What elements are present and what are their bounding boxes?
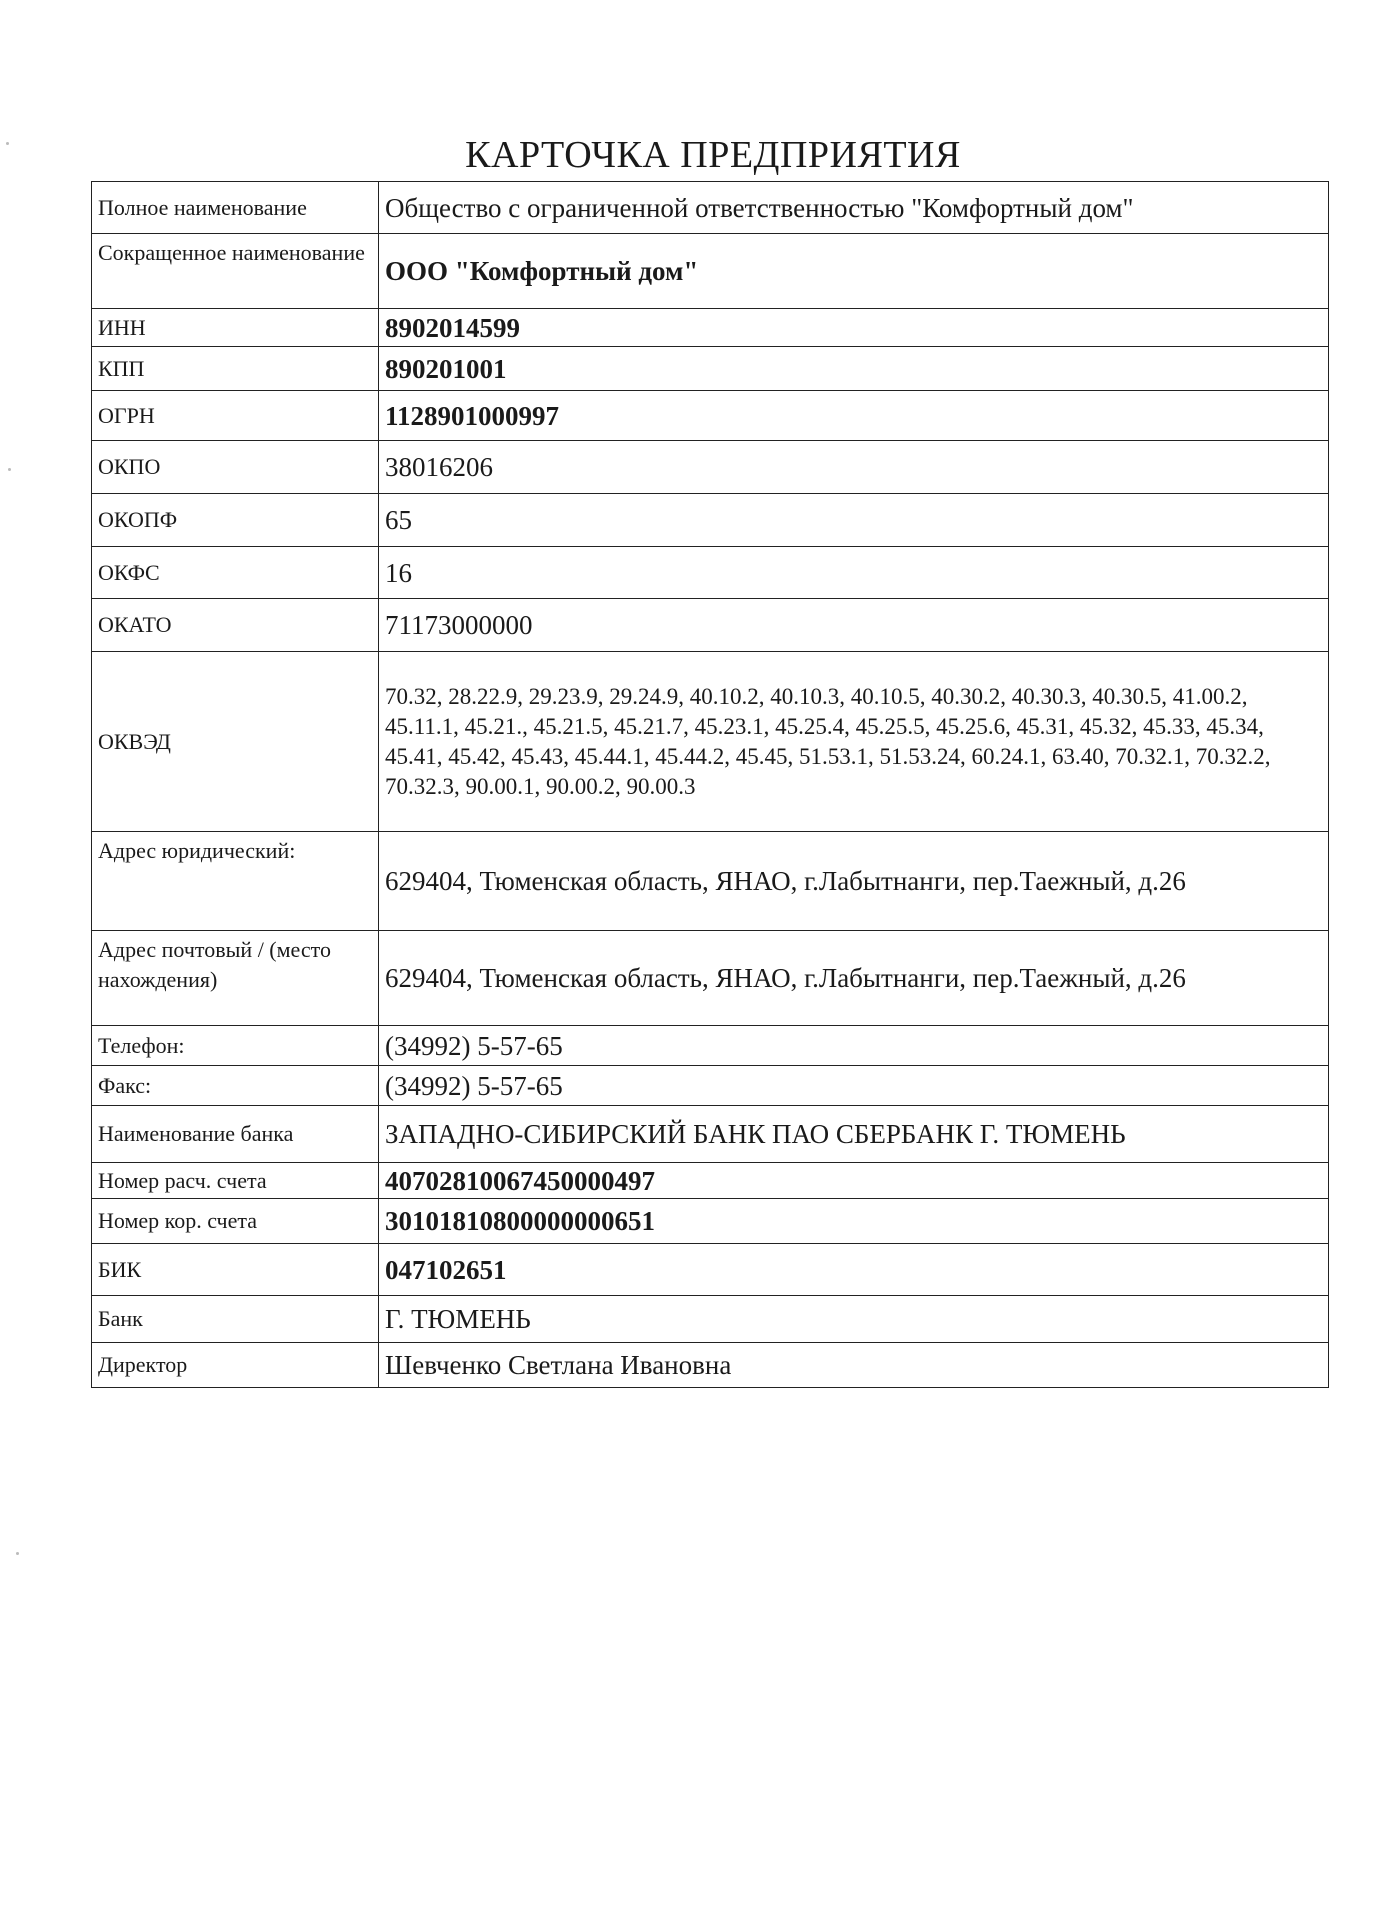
row-label: ОКАТО bbox=[92, 599, 379, 652]
row-label: ОГРН bbox=[92, 391, 379, 441]
table-row bbox=[92, 1106, 1329, 1163]
row-label: ОКВЭД bbox=[92, 652, 379, 832]
row-label: Полное наименование bbox=[92, 182, 379, 234]
row-value: ЗАПАДНО-СИБИРСКИЙ БАНК ПАО СБЕРБАНК Г. ТЮМЕНЬ bbox=[379, 1106, 1329, 1163]
table-row bbox=[92, 1244, 1329, 1296]
row-value: 1128901000997 bbox=[379, 391, 1329, 441]
row-value: 65 bbox=[379, 494, 1329, 547]
row-value: 047102651 bbox=[379, 1244, 1329, 1296]
row-value: 8902014599 bbox=[379, 309, 1329, 347]
table-row bbox=[92, 391, 1329, 441]
row-label: Директор bbox=[92, 1343, 379, 1388]
table-row bbox=[92, 652, 1329, 832]
row-value: 890201001 bbox=[379, 347, 1329, 391]
row-value: 30101810800000000651 bbox=[379, 1199, 1329, 1244]
row-label: Адрес юридический: bbox=[92, 832, 379, 931]
row-label: Телефон: bbox=[92, 1026, 379, 1066]
row-label: Наименование банка bbox=[92, 1106, 379, 1163]
row-label: ОКОПФ bbox=[92, 494, 379, 547]
table-row bbox=[92, 182, 1329, 234]
table-row bbox=[92, 1163, 1329, 1199]
table-row bbox=[92, 494, 1329, 547]
row-value: 629404, Тюменская область, ЯНАО, г.Лабытнанги, пер.Таежный, д.26 bbox=[379, 832, 1329, 931]
row-value: (34992) 5-57-65 bbox=[379, 1026, 1329, 1066]
scan-speck bbox=[16, 1552, 19, 1555]
row-label: БИК bbox=[92, 1244, 379, 1296]
row-value: ООО "Комфортный дом" bbox=[379, 234, 1329, 309]
row-label: Номер расч. счета bbox=[92, 1163, 379, 1199]
table-row bbox=[92, 309, 1329, 347]
table-row bbox=[92, 931, 1329, 1026]
row-value: (34992) 5-57-65 bbox=[379, 1066, 1329, 1106]
table-row bbox=[92, 1296, 1329, 1343]
row-label: ОКПО bbox=[92, 441, 379, 494]
table-row bbox=[92, 1026, 1329, 1066]
page-title: КАРТОЧКА ПРЕДПРИЯТИЯ bbox=[465, 134, 961, 176]
row-label: КПП bbox=[92, 347, 379, 391]
row-value: Г. ТЮМЕНЬ bbox=[379, 1296, 1329, 1343]
row-value: 16 bbox=[379, 547, 1329, 599]
table-row bbox=[92, 234, 1329, 309]
row-value: 71173000000 bbox=[379, 599, 1329, 652]
row-label: Факс: bbox=[92, 1066, 379, 1106]
company-card-table bbox=[91, 181, 1329, 1388]
scan-speck bbox=[8, 468, 11, 471]
row-label: ОКФС bbox=[92, 547, 379, 599]
row-label: Номер кор. счета bbox=[92, 1199, 379, 1244]
row-label: ИНН bbox=[92, 309, 379, 347]
row-label: Сокращенное наименование bbox=[92, 234, 379, 309]
row-label: Банк bbox=[92, 1296, 379, 1343]
row-value: Шевченко Светлана Ивановна bbox=[379, 1343, 1329, 1388]
row-value: 70.32, 28.22.9, 29.23.9, 29.24.9, 40.10.2, 40.10.3, 40.10.5, 40.30.2, 40.30.3, 40.30.5, 41.00.2, 45.11.1, 45.21., 45.21.5, 45.21.7, 45.23.1, 45.25.4, 45.25.5, 45.25.6, 45.31, 45.32, 45.33, 45.34, 45.41, 45.42, 45.43, 45.44.1, 45.44.2, 45.45, 51.53.1, 51.53.24, 60.24.1, 63.40, 70.32.1, 70.32.2, 70.32.3, 90.00.1, 90.00.2, 90.00.3 bbox=[379, 652, 1329, 832]
row-value: 629404, Тюменская область, ЯНАО, г.Лабытнанги, пер.Таежный, д.26 bbox=[379, 931, 1329, 1026]
row-value: 40702810067450000497 bbox=[379, 1163, 1329, 1199]
table-row bbox=[92, 1199, 1329, 1244]
table-row bbox=[92, 441, 1329, 494]
table-row bbox=[92, 1066, 1329, 1106]
table-row bbox=[92, 547, 1329, 599]
table-row bbox=[92, 347, 1329, 391]
table-row bbox=[92, 832, 1329, 931]
row-value: Общество с ограниченной ответственностью "Комфортный дом" bbox=[379, 182, 1329, 234]
row-label: Адрес почтовый / (место нахождения) bbox=[92, 931, 379, 1026]
table-row bbox=[92, 599, 1329, 652]
row-value: 38016206 bbox=[379, 441, 1329, 494]
table-row bbox=[92, 1343, 1329, 1388]
scan-speck bbox=[6, 142, 9, 145]
